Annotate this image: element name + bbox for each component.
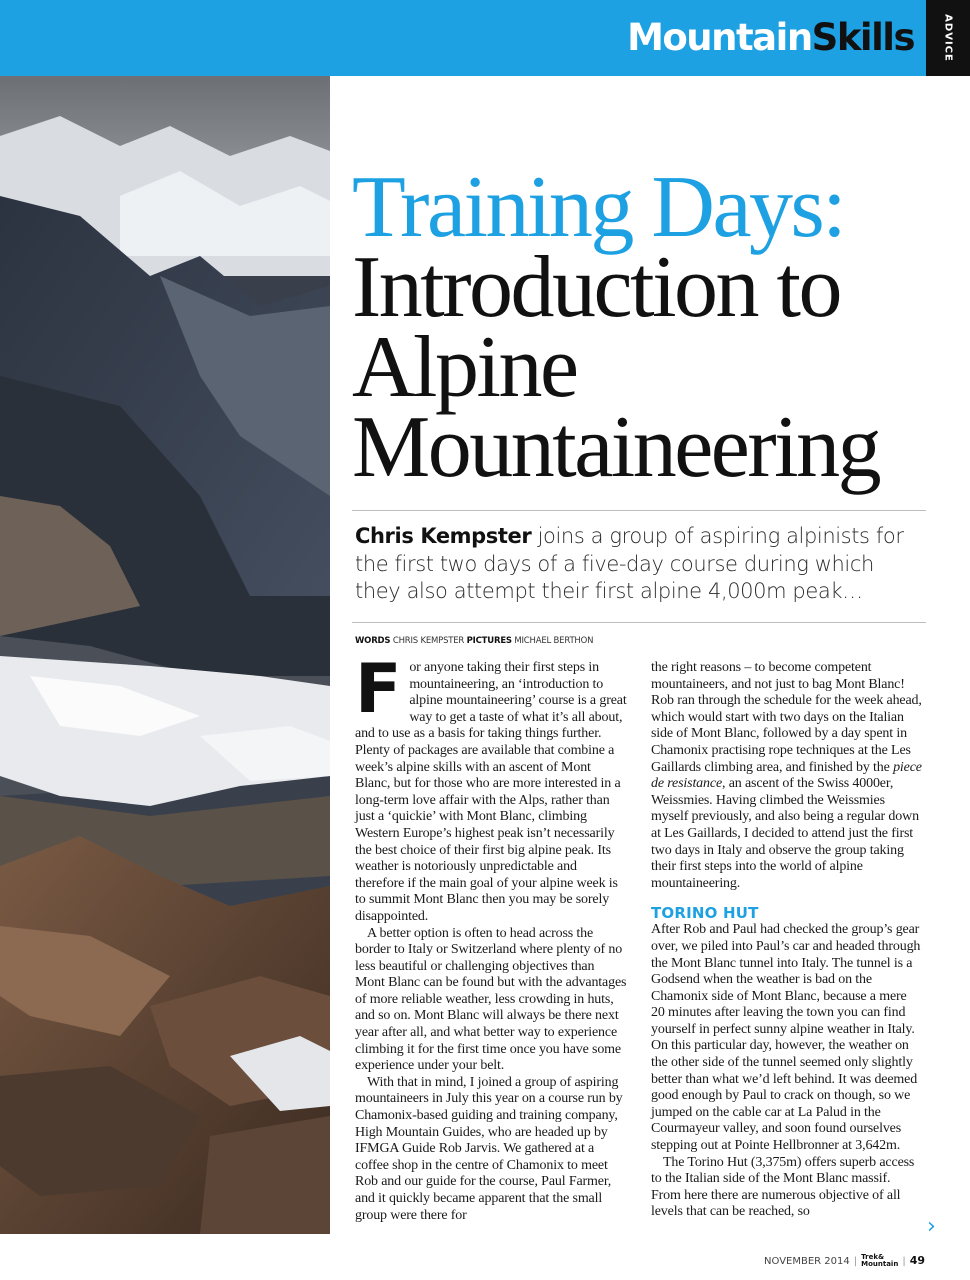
headline-blue: Training Days:	[352, 159, 845, 256]
advice-tab	[926, 0, 970, 76]
credits-pictures-name: MICHAEL BERTHON	[511, 636, 594, 646]
article-paragraph: After Rob and Paul had checked the group’s gear over, we piled into Paul’s car and headed through the Mont Blanc tunnel into Italy. The tunnel is a Godsend when the weather is bad on the Chamonix side of Mont Blanc, because a mere 20 minutes after leaving the town you can find yourself in perfect sunny alpine weather in Italy. On this particular day, however, the weather on the other side of the tunnel seemed only slightly better than what we’d left behind. It was deemed good enough by Paul to crack on though, so we jumped on the cable car at La Palud in the Courmayeur valley, and soon found ourselves stepping out at Pointe Hellbronner at 3,642m.	[651, 922, 921, 1154]
logo-line-1: Trek&	[861, 1253, 885, 1261]
magazine-logo	[861, 1254, 898, 1268]
article-column-1	[355, 650, 627, 1224]
credits-words-label: WORDS	[355, 636, 391, 646]
article-paragraph: With that in mind, I joined a group of aspiring mountaineers in July this year on a course run by Chamonix-based guiding and training company, High Mountain Guides, who are headed up by IFMGA Guide Rob Jarvis. We gathered at a coffee shop in the centre of Chamonix to meet Rob and our guide for the course, Paul Farmer, and it quickly became apparent that the small group were there for	[355, 1074, 623, 1223]
article-paragraph: A better option is often to head across the border to Italy or Switzerland where plenty of no less beautiful or challenging objectives than Mont Blanc can be found but with the advantages of more reliable weather, less crowding in huts, and so on. Mont Blanc will always be there next year after all, and what better way to experience climbing it for the first time once you have some experience under your belt.	[355, 925, 627, 1074]
logo-line-2: Mountain	[861, 1260, 899, 1268]
standfirst-author: Chris Kempster	[355, 524, 532, 548]
standfirst-text: joins a group of aspiring alpinists for the first two days of a five-day course during which they also attempt their first alpine 4,000m peak…	[355, 524, 904, 603]
article-column-2	[651, 660, 923, 1221]
headline	[352, 159, 942, 496]
footer-separator: |	[853, 1256, 858, 1267]
header-bar	[0, 0, 926, 76]
drop-cap: F	[355, 650, 402, 729]
credits	[355, 636, 593, 646]
article-paragraph	[355, 650, 627, 926]
credits-pictures-label: PICTURES	[466, 636, 512, 646]
standfirst	[355, 523, 925, 606]
article-paragraph: The Torino Hut (3,375m) offers superb access to the Italian side of the Mont Blanc massif. From here there are numerous objective of all levels that can be reached, so	[651, 1154, 915, 1220]
mountain-photo	[0, 76, 330, 1234]
section-title-word2: Skills	[811, 16, 914, 59]
page-number: 49	[909, 1254, 925, 1267]
paragraph-text: the right reasons – to become competent mountaineers, and not just to bag Mont Blanc! Rob ran through the schedule for the week ahead, which would start with two days on the Italian side of Mont Blanc, followed by a day spent in Chamonix practising rope techniques at the Les Gaillards climbing area, and finished by the	[651, 660, 922, 775]
italic-phrase: piece de resistance	[651, 759, 922, 792]
divider	[352, 622, 926, 623]
subheading: TORINO HUT	[651, 904, 759, 923]
issue-date: NOVEMBER 2014	[764, 1256, 850, 1267]
credits-words-name: CHRIS KEMPSTER	[390, 636, 467, 646]
page-footer	[764, 1254, 925, 1268]
chevron-right-icon[interactable]: ›	[927, 1214, 936, 1239]
footer-separator: |	[902, 1256, 906, 1267]
section-title-word1: Mountain	[627, 16, 812, 59]
article-paragraph	[651, 660, 923, 892]
advice-tab-label: ADVICE	[942, 14, 954, 62]
headline-black: Introduction to Alpine Mountaineering	[352, 239, 880, 496]
divider	[352, 510, 926, 511]
paragraph-text: , an ascent of the Swiss 4000er, Weissmies. Having climbed the Weissmies myself previously, and also being a regular down at Les Gaillards, I decided to attend just the first two days in Italy and observe the group taking their first steps into the world of alpine mountaineering.	[651, 776, 919, 891]
paragraph-text: or anyone taking their first steps in mountaineering, an ‘introduction to alpine mountaineering’ course is a great way to get a taste of what it’s all about, and to use as a basis for taking things further. Plenty of packages are available that combine a week’s alpine skills with an ascent of Mont Blanc, but for those who are more interested in a long-term love affair with the Alps, rather than just a ‘quickie’ with Mont Blanc, climbing Western Europe’s highest peak isn’t necessarily the best choice of their first big alpine peak. Its weather is notoriously unpredictable and therefore if the main goal of your alpine week is to summit Mont Blanc then you may be sorely disappointed.	[355, 660, 627, 924]
section-title	[627, 14, 914, 62]
